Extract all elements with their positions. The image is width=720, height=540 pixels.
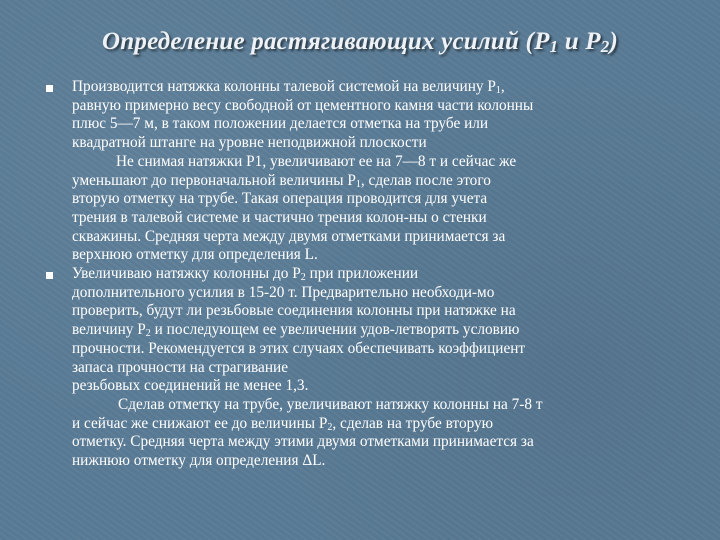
square-bullet-icon xyxy=(46,272,53,279)
text-line: Производится натяжка колонны талевой системой на величину $P_1$, xyxy=(72,78,505,96)
text-line: проверить, будут ли резьбовые соединения колонны при натяжке на xyxy=(72,302,516,320)
text-line: скважины. Средняя черта между двумя отметками принимается за xyxy=(72,227,506,245)
text-line: прочности. Рекомендуется в этих случаях обеспечивать коэффициент xyxy=(72,339,526,357)
text-line: трения в талевой системе и частично трения колон-ны о стенки xyxy=(72,208,487,226)
text-line: уменьшают до первоначальной величины $P_1$, сделав после этого xyxy=(72,171,491,190)
text-line: равную примерно весу свободной от цементного камня части колонны xyxy=(72,96,534,114)
text-line: вторую отметку на трубе. Такая операция проводится для учета xyxy=(72,190,488,208)
text-line: нижнюю отметку для определения ΔL. xyxy=(72,452,326,470)
slide-content xyxy=(46,78,696,471)
text-line: величину $P_2$ и последующем ее увеличении удов-летворять условию xyxy=(72,321,520,340)
text-line: резьбовых соединений не менее 1,3. xyxy=(72,377,309,395)
text-line: плюс 5—7 м, в таком положении делается отметка на трубе или xyxy=(72,115,489,133)
slide-title: Определение растягивающих усилий ($P_1$ и $P_2$) xyxy=(102,28,618,56)
text-line: Увеличиваю натяжку колонны до $P_2$ при приложении xyxy=(72,265,419,284)
text-line: квадратной штанге на уровне неподвижной плоскости xyxy=(72,134,427,152)
text-line: запаса прочности на страгивание xyxy=(72,358,289,376)
bullet-item-1 xyxy=(46,78,696,265)
text-line: дополнительного усилия в 15-20 т. Предварительно необходи-мо xyxy=(72,283,495,301)
text-line: верхнюю отметку для определения L. xyxy=(72,246,318,264)
text-line: и сейчас же снижают ее до величины $P_2$, сделав на трубе вторую xyxy=(72,414,494,433)
text-line: Не снимая натяжки P1, увеличивают ее на 7—8 т и сейчас же xyxy=(116,152,517,170)
bullet-item-2 xyxy=(46,265,696,471)
text-line: отметку. Средняя черта между этими двумя отметками принимается за xyxy=(72,433,534,451)
text-line: Сделав отметку на трубе, увеличивают натяжку колонны на 7-8 т xyxy=(118,395,543,413)
square-bullet-icon xyxy=(46,85,53,92)
